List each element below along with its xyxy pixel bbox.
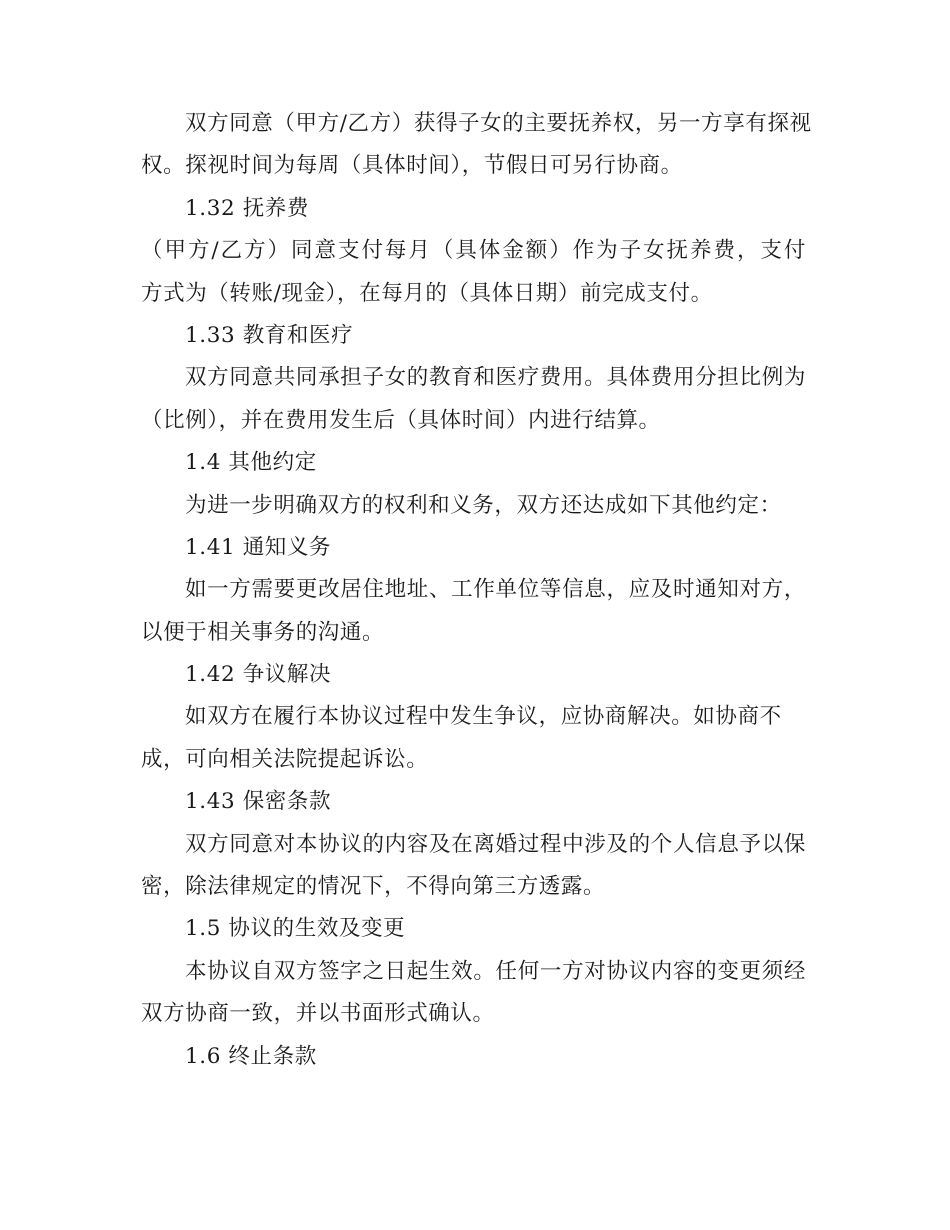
- paragraph-line: 如双方在履行本协议过程中发生争议，应协商解决。如协商不: [185, 704, 782, 730]
- paragraph-line: （比例），并在费用发生后（具体时间）内进行结算。: [141, 407, 661, 433]
- paragraph-line: 方式为（转账/现金），在每月的（具体日期）前完成支付。: [141, 280, 713, 306]
- section-heading: 1.6 终止条款: [185, 1043, 317, 1069]
- paragraph-line: （甲方/乙方）同意支付每月（具体金额）作为子女抚养费，支付: [141, 238, 806, 264]
- section-heading: 1.5 协议的生效及变更: [185, 916, 406, 942]
- paragraph-line: 以便于相关事务的沟通。: [141, 619, 385, 645]
- paragraph-line: 成，可向相关法院提起诉讼。: [141, 746, 429, 772]
- paragraph-line: 双方同意（甲方/乙方）获得子女的主要抚养权，另一方享有探视: [185, 111, 812, 136]
- paragraph-line: 双方协商一致，并以书面形式确认。: [141, 1001, 495, 1027]
- section-heading: 1.41 通知义务: [185, 534, 332, 560]
- paragraph-line: 为进一步明确双方的权利和义务，双方还达成如下其他约定：: [185, 492, 782, 518]
- paragraph-line: 如一方需要更改居住地址、工作单位等信息，应及时通知对方，: [185, 577, 806, 603]
- section-heading: 1.33 教育和医疗: [185, 322, 354, 348]
- paragraph-line: 密，除法律规定的情况下，不得向第三方透露。: [141, 874, 606, 900]
- paragraph-line: 本协议自双方签字之日起生效。任何一方对协议内容的变更须经: [185, 958, 806, 984]
- paragraph-line: 双方同意共同承担子女的教育和医疗费用。具体费用分担比例为: [185, 365, 806, 391]
- paragraph-line: 双方同意对本协议的内容及在离婚过程中涉及的个人信息予以保: [185, 831, 806, 857]
- paragraph-line: 权。探视时间为每周（具体时间），节假日可另行协商。: [141, 153, 683, 179]
- section-heading: 1.42 争议解决: [185, 662, 332, 688]
- section-heading: 1.4 其他约定: [185, 450, 317, 476]
- document-page: [141, 103, 812, 1078]
- section-heading: 1.32 抚养费: [185, 195, 310, 221]
- section-heading: 1.43 保密条款: [185, 789, 332, 815]
